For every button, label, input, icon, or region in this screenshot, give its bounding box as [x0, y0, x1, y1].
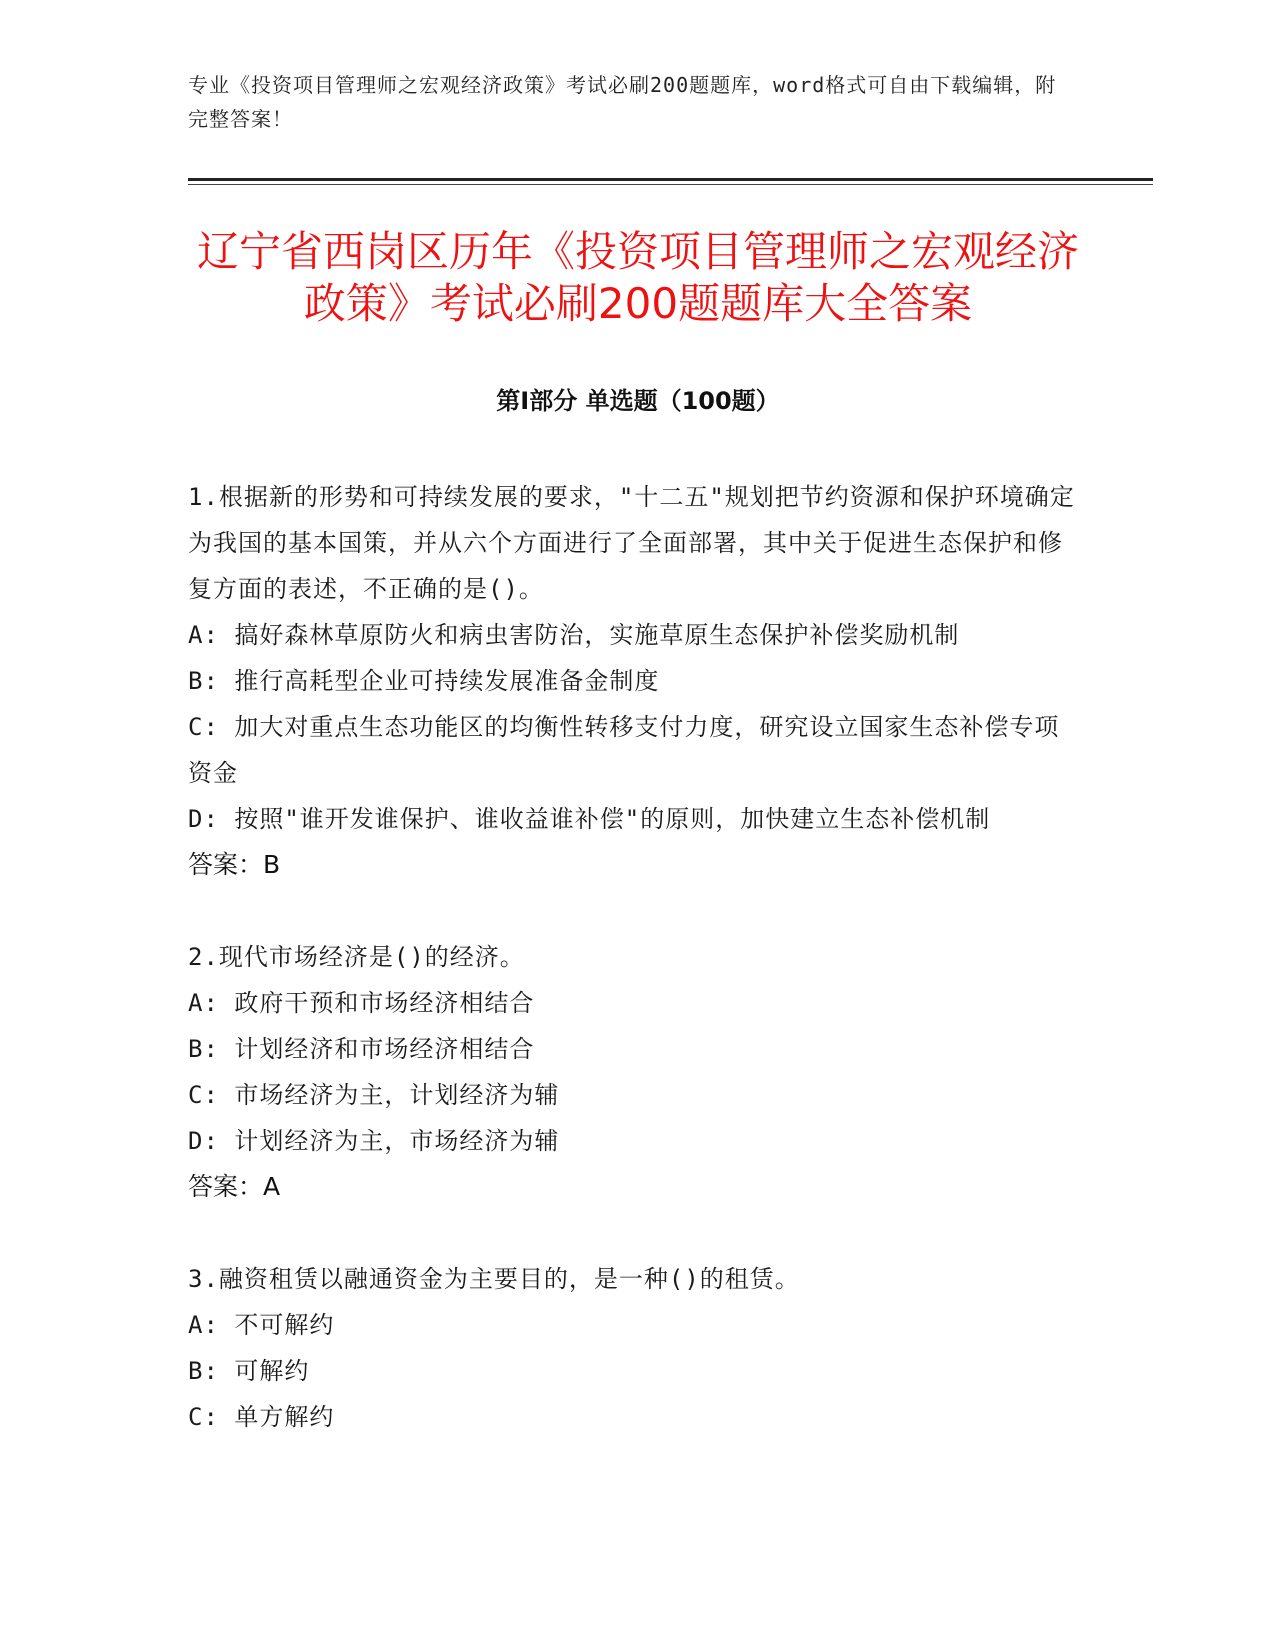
option-a: A: 不可解约: [188, 1311, 335, 1339]
question-1: [188, 474, 1078, 888]
option-c: C: 市场经济为主，计划经济为辅: [188, 1081, 560, 1109]
header-divider-thin: [188, 184, 1153, 185]
header-divider-thick: [188, 178, 1153, 181]
question-stem: 2.现代市场经济是()的经济。: [188, 943, 525, 971]
option-c: C: 单方解约: [188, 1403, 335, 1431]
option-b: B: 计划经济和市场经济相结合: [188, 1035, 535, 1063]
question-stem: 1.根据新的形势和可持续发展的要求，"十二五"规划把节约资源和保护环境确定为我国的基本国策，并从六个方面进行了全面部署，其中关于促进生态保护和修复方面的表述，不正确的是()。: [188, 483, 1075, 603]
answer: 答案：A: [188, 1172, 281, 1201]
question-stem: 3.融资租赁以融通资金为主要目的，是一种()的租赁。: [188, 1265, 800, 1293]
question-2: [188, 934, 1078, 1210]
option-b: B: 推行高耗型企业可持续发展准备金制度: [188, 667, 660, 695]
question-list: [188, 474, 1078, 1486]
section-title: 第I部分 单选题（100题）: [496, 387, 780, 415]
document-title: 辽宁省西岗区历年《投资项目管理师之宏观经济政策》考试必刷200题题库大全答案: [196, 227, 1079, 328]
option-d: D: 按照"谁开发谁保护、谁收益谁补偿"的原则，加快建立生态补偿机制: [188, 805, 991, 833]
answer: 答案：B: [188, 850, 281, 879]
header-note: 专业《投资项目管理师之宏观经济政策》考试必刷200题题库，word格式可自由下载编辑，附完整答案！: [188, 73, 1057, 131]
option-a: A: 政府干预和市场经济相结合: [188, 989, 535, 1017]
option-c: C: 加大对重点生态功能区的均衡性转移支付力度，研究设立国家生态补偿专项资金: [188, 713, 1060, 787]
option-b: B: 可解约: [188, 1357, 310, 1385]
question-3: [188, 1256, 1078, 1440]
option-a: A: 搞好森林草原防火和病虫害防治，实施草原生态保护补偿奖励机制: [188, 621, 960, 649]
option-d: D: 计划经济为主，市场经济为辅: [188, 1127, 560, 1155]
